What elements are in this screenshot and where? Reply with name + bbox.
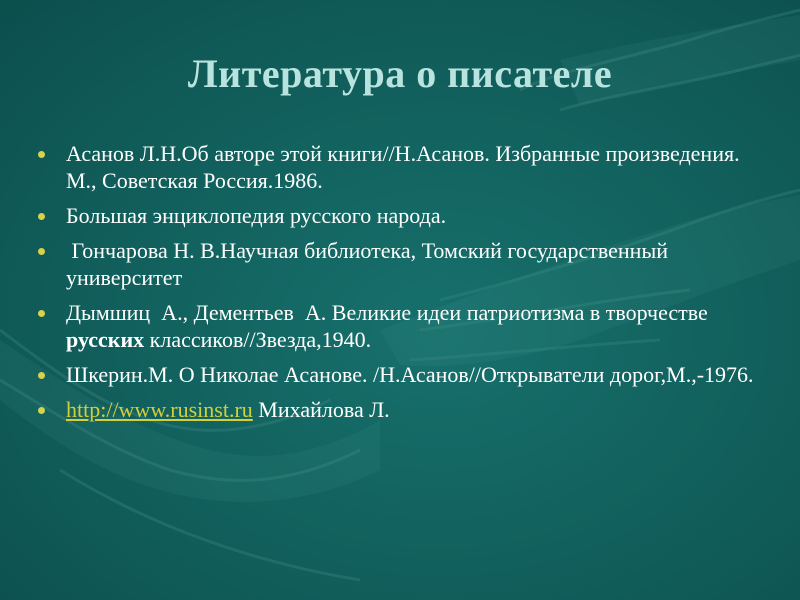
list-item-text: Гончарова Н. В.Научная библиотека, Томский государственный университет xyxy=(66,238,674,290)
list-item xyxy=(36,396,756,423)
bullet-icon xyxy=(38,310,45,317)
slide-title: Литература о писателе xyxy=(187,51,613,96)
rusinst-link[interactable]: http://www.rusinst.ru xyxy=(66,397,253,422)
list-item-text-after: Михайлова Л. xyxy=(252,397,390,422)
list-item-text: Асанов Л.Н.Об авторе этой книги//Н.Асанов. Избранные произведения. М., Советская Россия.1986. xyxy=(66,141,740,193)
list-item xyxy=(36,299,756,353)
bullet-icon xyxy=(38,151,45,158)
list-item xyxy=(36,140,756,194)
list-item-text: Большая энциклопедия русского народа. xyxy=(66,203,447,228)
bullet-icon xyxy=(38,248,45,255)
list-item-text-before: Дымшиц А., Дементьев А. Великие идеи патриотизма в творчестве xyxy=(66,300,714,325)
bullet-icon xyxy=(38,407,45,414)
bullet-icon xyxy=(38,213,45,220)
list-item xyxy=(36,361,756,388)
bullet-icon xyxy=(38,372,45,379)
list-item-text: Шкерин.М. О Николае Асанове. /Н.Асанов//Открыватели дорог,М.,-1976. xyxy=(66,362,754,387)
bibliography-list xyxy=(36,140,756,431)
list-item-text-after: классиков//Звезда,1940. xyxy=(144,327,372,352)
list-item xyxy=(36,202,756,229)
list-item xyxy=(36,237,756,291)
list-item-text-bold: русских xyxy=(66,327,145,352)
